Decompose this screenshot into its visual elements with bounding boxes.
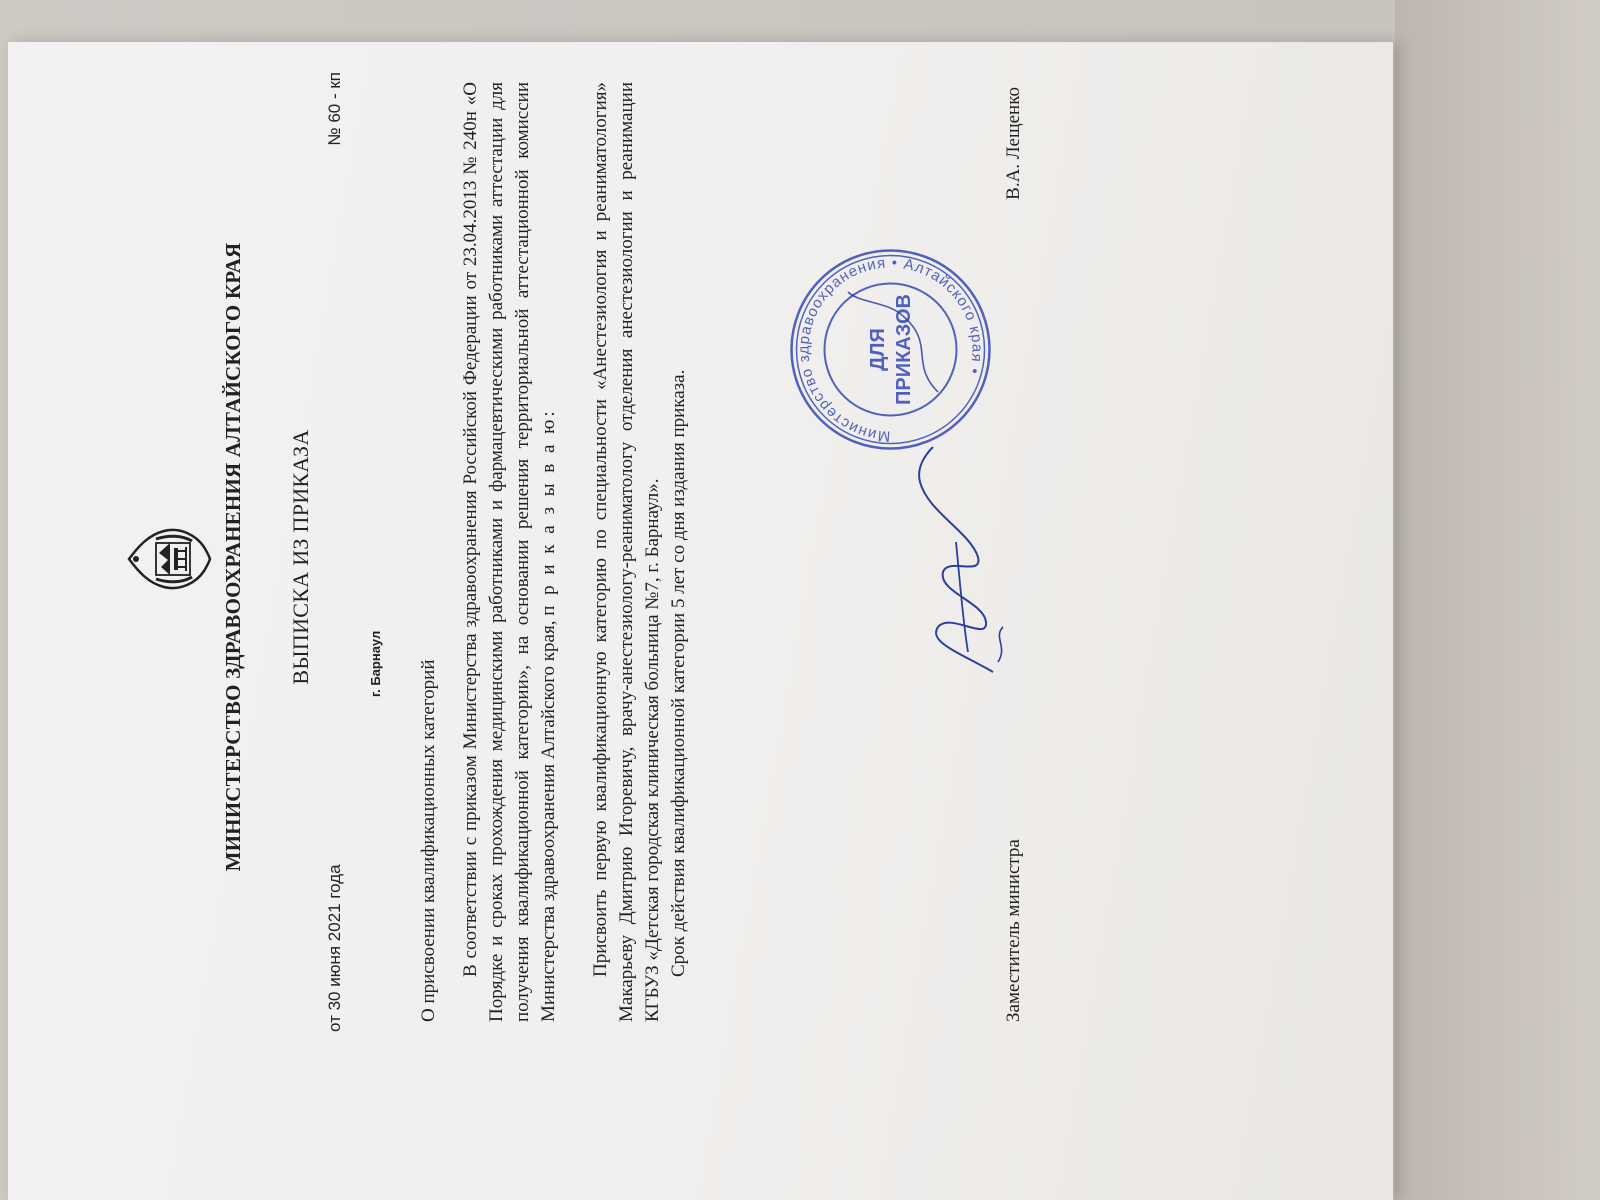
order-city: г. Барнаул bbox=[368, 630, 383, 697]
stamp-center-line1: ДЛЯ bbox=[867, 328, 889, 371]
stamp-center-line2: ПРИКАЗОВ bbox=[893, 293, 915, 406]
signatory-name: В.А. Лещенко bbox=[1003, 87, 1024, 200]
document-title: ВЫПИСКА ИЗ ПРИКАЗА bbox=[288, 429, 313, 685]
document-page bbox=[208, 62, 1068, 1052]
background-surface bbox=[1395, 0, 1600, 1200]
handwritten-signature bbox=[898, 442, 1018, 682]
order-date: от 30 июня 2021 года bbox=[325, 864, 344, 1032]
paragraph-assignment: Присвоить первую квалификационную категорию по специальности «Анестезиология и реаниматология» Макарьеву Дмитрию Игоревичу, врачу-анестезиологу-реаниматологу отделения анестезиологии и реанимации КГБУЗ «Детская городская клиническая больница №7, г. Барнаул». bbox=[590, 82, 663, 1022]
paragraph-basis-text: В соответствии с приказом Министерства здравоохранения Российской Федерации от 23.04.2013 № 240н «О Порядке и сроках прохождения медицинскими работниками и фармацевтическими работниками аттестации для получения квалификационной категории», на основании решения территориальной аттестационной комиссии Министерства здравоохранения Алтайского края, bbox=[460, 82, 559, 1022]
signatory-position: Заместитель министра bbox=[1003, 839, 1024, 1022]
official-stamp bbox=[788, 247, 993, 452]
order-subject: О присвоении квалификационных категорий bbox=[418, 659, 439, 1022]
order-number: № 60 - кп bbox=[325, 72, 344, 146]
coat-of-arms-icon bbox=[126, 521, 212, 597]
order-body bbox=[458, 82, 692, 1022]
paragraph-validity: Срок действия квалификационной категории 5 лет со дня издания приказа. bbox=[668, 369, 689, 977]
signature-row bbox=[1003, 87, 1029, 1022]
order-word: п р и к а з ы в а ю: bbox=[538, 408, 559, 616]
date-number-row bbox=[325, 72, 351, 1032]
paragraph-basis bbox=[458, 82, 562, 1022]
ministry-header: МИНИСТЕРСТВО ЗДРАВООХРАНЕНИЯ АЛТАЙСКОГО КРАЯ bbox=[221, 242, 245, 872]
document-sheet bbox=[8, 42, 1393, 1200]
stamp-ring-text: Министерство здравоохранения • Алтайского края • bbox=[795, 254, 986, 445]
